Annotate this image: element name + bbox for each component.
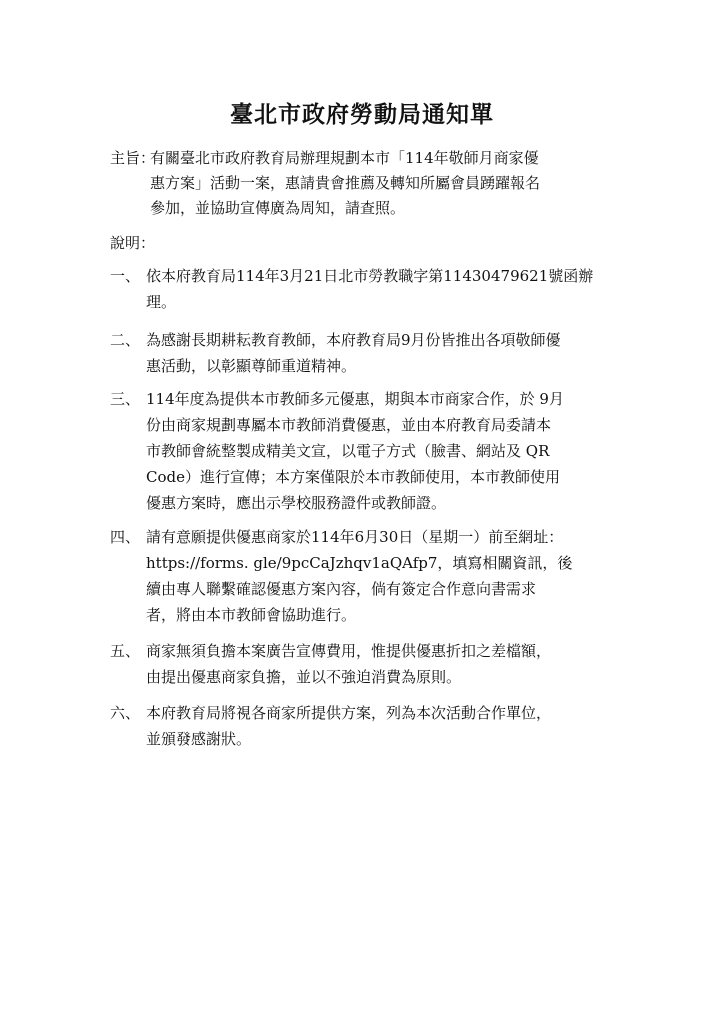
item-line: 理。 xyxy=(146,293,177,311)
item-line: 114年度為提供本市教師多元優惠，期與本市商家合作，於 9月 xyxy=(146,390,564,408)
item-number: 二、 xyxy=(110,331,141,349)
explanation-label: 說明： xyxy=(110,234,156,252)
explanation-item-6 xyxy=(110,700,610,752)
explanation-item-5 xyxy=(110,638,610,690)
subject-line: 惠方案」活動一案，惠請貴會推薦及轉知所屬會員踴躍報名 xyxy=(150,174,541,192)
item-line: 惠活動，以彰顯尊師重道精神。 xyxy=(146,357,357,375)
explanation-item-1 xyxy=(110,263,610,315)
item-line: 請有意願提供優惠商家於114年6月30日（星期一）前至網址： xyxy=(146,528,564,546)
item-number: 三、 xyxy=(110,390,141,408)
item-number: 六、 xyxy=(110,704,141,722)
item-line: 商家無須負擔本案廣告宣傳費用，惟提供優惠折扣之差檔額， xyxy=(146,642,552,660)
item-number: 四、 xyxy=(110,528,141,546)
item-line: https://forms. gle/9pcCaJzhqv1aQAfp7，填寫相關資訊，後 xyxy=(146,554,573,572)
item-line: 者，將由本市教師會協助進行。 xyxy=(146,606,357,624)
page-title: 臺北市政府勞動局通知單 xyxy=(230,101,494,128)
subject-section xyxy=(110,146,610,221)
subject-line: 有關臺北市政府教育局辦理規劃本市「114年敬師月商家優 xyxy=(150,149,539,167)
item-line: 依本府教育局114年3月21日北市勞教職字第11430479621號函辦 xyxy=(146,267,594,285)
explanation-item-3 xyxy=(110,386,610,516)
item-line: 份由商家規劃專屬本市教師消費優惠，並由本府教育局委請本 xyxy=(146,416,552,434)
item-line: 為感謝長期耕耘教育教師，本府教育局9月份皆推出各項敬師優 xyxy=(146,331,561,349)
item-number: 一、 xyxy=(110,267,141,285)
item-line: 由提出優惠商家負擔，並以不強迫消費為原則。 xyxy=(146,668,462,686)
item-line: 優惠方案時，應出示學校服務證件或教師證。 xyxy=(146,494,447,512)
explanation-item-2 xyxy=(110,327,610,379)
item-number: 五、 xyxy=(110,642,141,660)
item-line: 本府教育局將視各商家所提供方案，列為本次活動合作單位， xyxy=(146,704,552,722)
subject-label: 主旨： xyxy=(110,149,156,167)
explanation-item-4 xyxy=(110,524,610,628)
subject-line: 參加，並協助宣傳廣為周知，請查照。 xyxy=(150,199,406,217)
item-line: 市教師會統整製成精美文宣，以電子方式（臉書、網站及 QR xyxy=(146,442,550,460)
item-line: Code）進行宣傳；本方案僅限於本市教師使用，本市教師使用 xyxy=(146,468,560,486)
item-line: 並頒發感謝狀。 xyxy=(146,730,252,748)
item-line: 續由專人聯繫確認優惠方案內容，倘有簽定合作意向書需求 xyxy=(146,580,537,598)
